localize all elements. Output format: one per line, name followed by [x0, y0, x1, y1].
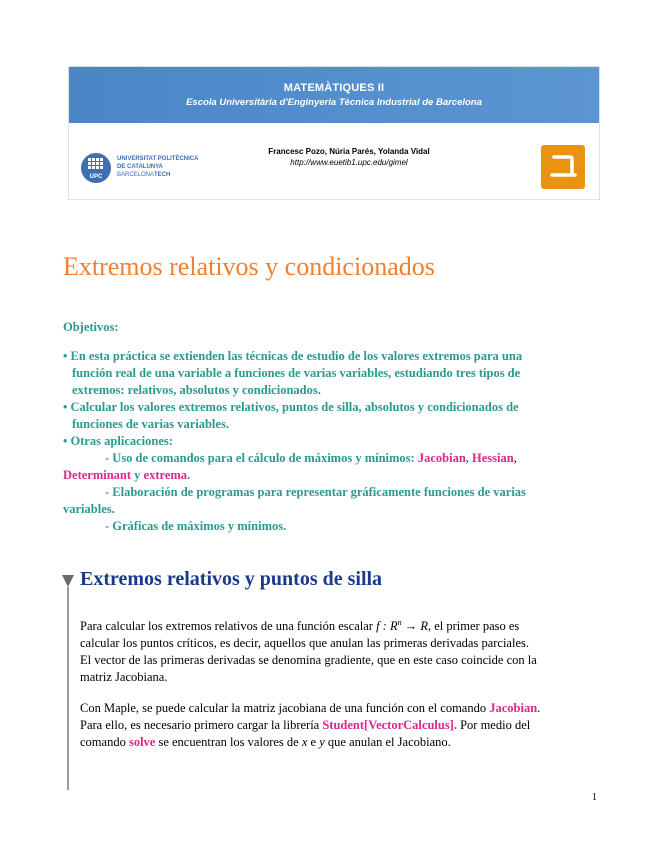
objective-1-line-1: • En esta práctica se extienden las técnicas de estudio de los valores extremos para una — [63, 349, 523, 363]
objective-1-line-2: función real de una variable a funciones de varias variables, estudiando tres tipos de — [72, 366, 521, 380]
separator: , — [465, 451, 473, 465]
sub-item-commands — [63, 450, 588, 467]
p2-text-f: que anulan el Jacobiano. — [324, 735, 451, 749]
section-collapse-toggle[interactable] — [62, 575, 74, 587]
var-y: y — [319, 735, 325, 749]
p2-text-a: Con Maple, se puede calcular la matriz jacobiana de una función con el comando — [80, 701, 490, 715]
page-title: Extremos relativos y condicionados — [63, 252, 435, 281]
upc-logo — [81, 153, 241, 187]
list-item — [63, 399, 588, 433]
sub-item-programs: - Elaboración de programas para representar gráficamente funciones de varias — [105, 485, 526, 499]
p1-function: f : R — [376, 619, 398, 634]
logo-line-2: DE CATALUNYA — [117, 164, 163, 170]
upc-logo-icon — [81, 153, 111, 183]
sub-item-commands-cont — [63, 467, 588, 484]
var-x: x — [301, 735, 308, 749]
authors-block — [239, 147, 459, 167]
section-bracket — [67, 587, 69, 790]
p1-line-3: El vector de las primeras derivadas se denomina gradiente, que en este caso coincide con la — [80, 653, 537, 668]
header-band — [69, 67, 599, 123]
separator: . — [187, 468, 191, 482]
section-paragraph-2 — [80, 700, 600, 751]
p1-text-b: , el primer paso es — [427, 619, 520, 634]
logo-line-3b: TECH — [154, 172, 171, 178]
sub-item-plots: - Gráficas de máximos y mínimos. — [105, 519, 287, 533]
p2-text-c: Por medio del — [456, 718, 531, 732]
objectives-label: Objetivos: — [63, 320, 119, 334]
sub-item-programs-cont: variables. — [63, 502, 115, 516]
command-jacobian-inline: Jacobian — [489, 701, 538, 715]
logo-line-3 — [117, 171, 198, 179]
command-determinant: Determinant — [63, 468, 132, 482]
p2-text-b: Para ello, es necesario primero cargar la librería — [80, 718, 323, 732]
upc-logo-text — [117, 155, 198, 179]
p2-text-y-pre: e — [307, 735, 320, 749]
p1-text-a: Para calcular los extremos relativos de una función escalar — [80, 619, 377, 634]
p2-text-e: se encuentran los valores de — [155, 735, 302, 749]
command-jacobian: Jacobian — [417, 451, 466, 465]
command-extrema: extrema — [143, 468, 188, 482]
p2-dot: . — [537, 701, 541, 715]
objective-3-line-1: • Otras aplicaciones: — [63, 434, 173, 448]
objectives-list — [63, 348, 588, 535]
sub-item-commands-text: - Uso de comandos para el cálculo de máximos y mínimos: — [105, 451, 418, 465]
upc-logo-mark: UPC — [89, 174, 103, 180]
list-item — [63, 433, 588, 535]
p1-line-2: calcular los puntos críticos, es decir, aquellos que anulan las primeras derivadas parciales. — [80, 636, 529, 651]
separator: y — [131, 468, 144, 482]
objective-2-line-1: • Calcular los valores extremos relativos, puntos de silla, absolutos y condicionados de — [63, 400, 519, 414]
p1-exponent: n — [397, 618, 402, 627]
section-paragraph-1 — [80, 614, 600, 686]
authors: Francesc Pozo, Núria Parés, Yolanda Vidal — [268, 147, 430, 156]
library-student-vectorcalculus: Student[VectorCalculus]. — [322, 718, 457, 732]
course-url: http://www.euetib1.upc.edu/gimel — [290, 158, 408, 167]
p1-arrow: → R — [401, 619, 428, 634]
logo-line-3a: BARCELONA — [117, 172, 155, 178]
objective-2-line-2: funciones de varias variables. — [72, 417, 229, 431]
logo-line-1: UNIVERSITAT POLITÈCNICA — [117, 156, 199, 162]
maple-logo-icon — [541, 145, 585, 189]
p1-line-4: matriz Jacobiana. — [80, 670, 168, 685]
command-solve: solve — [128, 735, 156, 749]
list-item — [63, 348, 588, 399]
school-name: Escola Universitària d'Enginyeria Tècnica Industrial de Barcelona — [186, 97, 482, 108]
p2-text-d: comando — [80, 735, 129, 749]
course-title: MATEMÀTIQUES II — [283, 82, 385, 94]
objective-1-line-3: extremos: relativos, absolutos y condicionados. — [72, 383, 321, 397]
page-number: 1 — [592, 792, 597, 803]
document-header — [68, 66, 600, 200]
section-title: Extremos relativos y puntos de silla — [80, 568, 383, 590]
separator: , — [513, 451, 517, 465]
command-hessian: Hessian — [472, 451, 514, 465]
